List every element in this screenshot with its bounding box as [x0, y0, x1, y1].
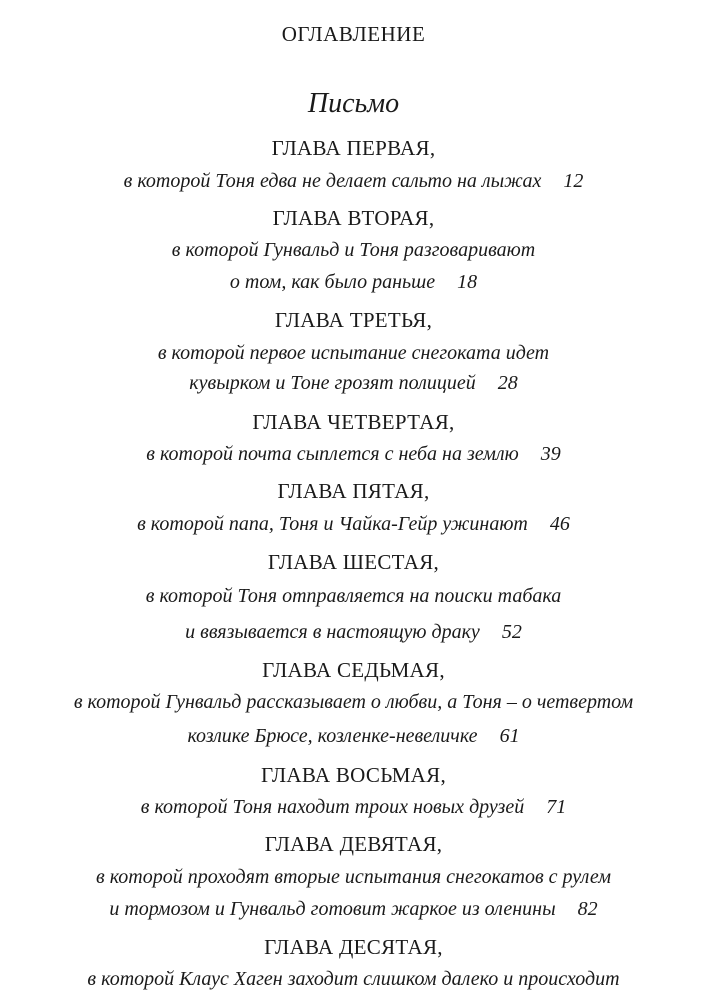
page-number: 18 — [457, 271, 478, 293]
chapter-description — [0, 691, 707, 714]
chapter-description-text: в которой Тоня отправляется на поиски табака — [145, 585, 562, 607]
chapter-description — [0, 866, 707, 889]
toc-heading: ОГЛАВЛЕНИЕ — [281, 22, 426, 46]
page-number: 28 — [497, 372, 518, 394]
chapter-title: ГЛАВА ДЕВЯТАЯ, — [264, 832, 443, 856]
chapter-description — [0, 725, 707, 748]
chapter-description — [0, 372, 707, 395]
chapter-title: ГЛАВА ПЕРВАЯ, — [271, 136, 436, 160]
chapter-description — [0, 443, 707, 466]
chapter-description-text: и ввязывается в настоящую драку — [185, 621, 480, 643]
chapter-description — [0, 513, 707, 536]
chapter-description-text: и тормозом и Гунвальд готовит жаркое из оленины — [109, 898, 556, 920]
chapter-description — [0, 271, 707, 294]
chapter-title: ГЛАВА ШЕСТАЯ, — [267, 550, 440, 574]
chapter-description-text: в которой Тоня едва не делает сальто на лыжах — [123, 170, 542, 192]
chapter-description — [0, 342, 707, 365]
chapter-title: ГЛАВА ВТОРАЯ, — [272, 206, 435, 230]
chapter-description — [0, 621, 707, 644]
chapter-title: ГЛАВА СЕДЬМАЯ, — [262, 658, 445, 682]
chapter-title: ГЛАВА ЧЕТВЕРТАЯ, — [252, 410, 455, 434]
chapter-title: ГЛАВА ДЕСЯТАЯ, — [264, 935, 443, 959]
section-title: Письмо — [307, 88, 400, 119]
page-number: 61 — [499, 725, 520, 747]
chapter-title: ГЛАВА ПЯТАЯ, — [277, 479, 430, 503]
page-number: 39 — [540, 443, 561, 465]
chapter-description — [0, 585, 707, 608]
chapter-description-text: в которой Клаус Хаген заходит слишком далеко и происходит — [87, 968, 620, 990]
chapter-description-text: в которой проходят вторые испытания снегокатов с рулем — [96, 866, 611, 888]
chapter-description-text: о том, как было раньше — [229, 271, 436, 293]
chapter-title: ГЛАВА ТРЕТЬЯ, — [274, 308, 433, 332]
page-number: 71 — [546, 796, 567, 818]
chapter-description-text: в которой Тоня находит троих новых друзей — [140, 796, 525, 818]
page-number: 52 — [501, 621, 522, 643]
chapter-description-text: в которой первое испытание снегоката идет — [157, 342, 550, 364]
page-number: 12 — [563, 170, 584, 192]
chapter-description — [0, 968, 707, 991]
page-number: 82 — [577, 898, 598, 920]
chapter-description-text: в которой Гунвальд и Тоня разговаривают — [171, 239, 536, 261]
chapter-description-text: кувырком и Тоне грозят полицией — [189, 372, 476, 394]
chapter-description — [0, 170, 707, 193]
chapter-description-text: в которой почта сыплется с неба на землю — [146, 443, 519, 465]
chapter-description — [0, 239, 707, 262]
chapter-description — [0, 898, 707, 921]
chapter-description-text: в которой Гунвальд рассказывает о любви, а Тоня – о четвертом — [73, 691, 634, 713]
page-number: 46 — [549, 513, 570, 535]
chapter-description-text: козлике Брюсе, козленке-невеличке — [187, 725, 478, 747]
chapter-description-text: в которой папа, Тоня и Чайка-Гейр ужинают — [137, 513, 528, 535]
chapter-title: ГЛАВА ВОСЬМАЯ, — [260, 763, 447, 787]
chapter-description — [0, 796, 707, 819]
